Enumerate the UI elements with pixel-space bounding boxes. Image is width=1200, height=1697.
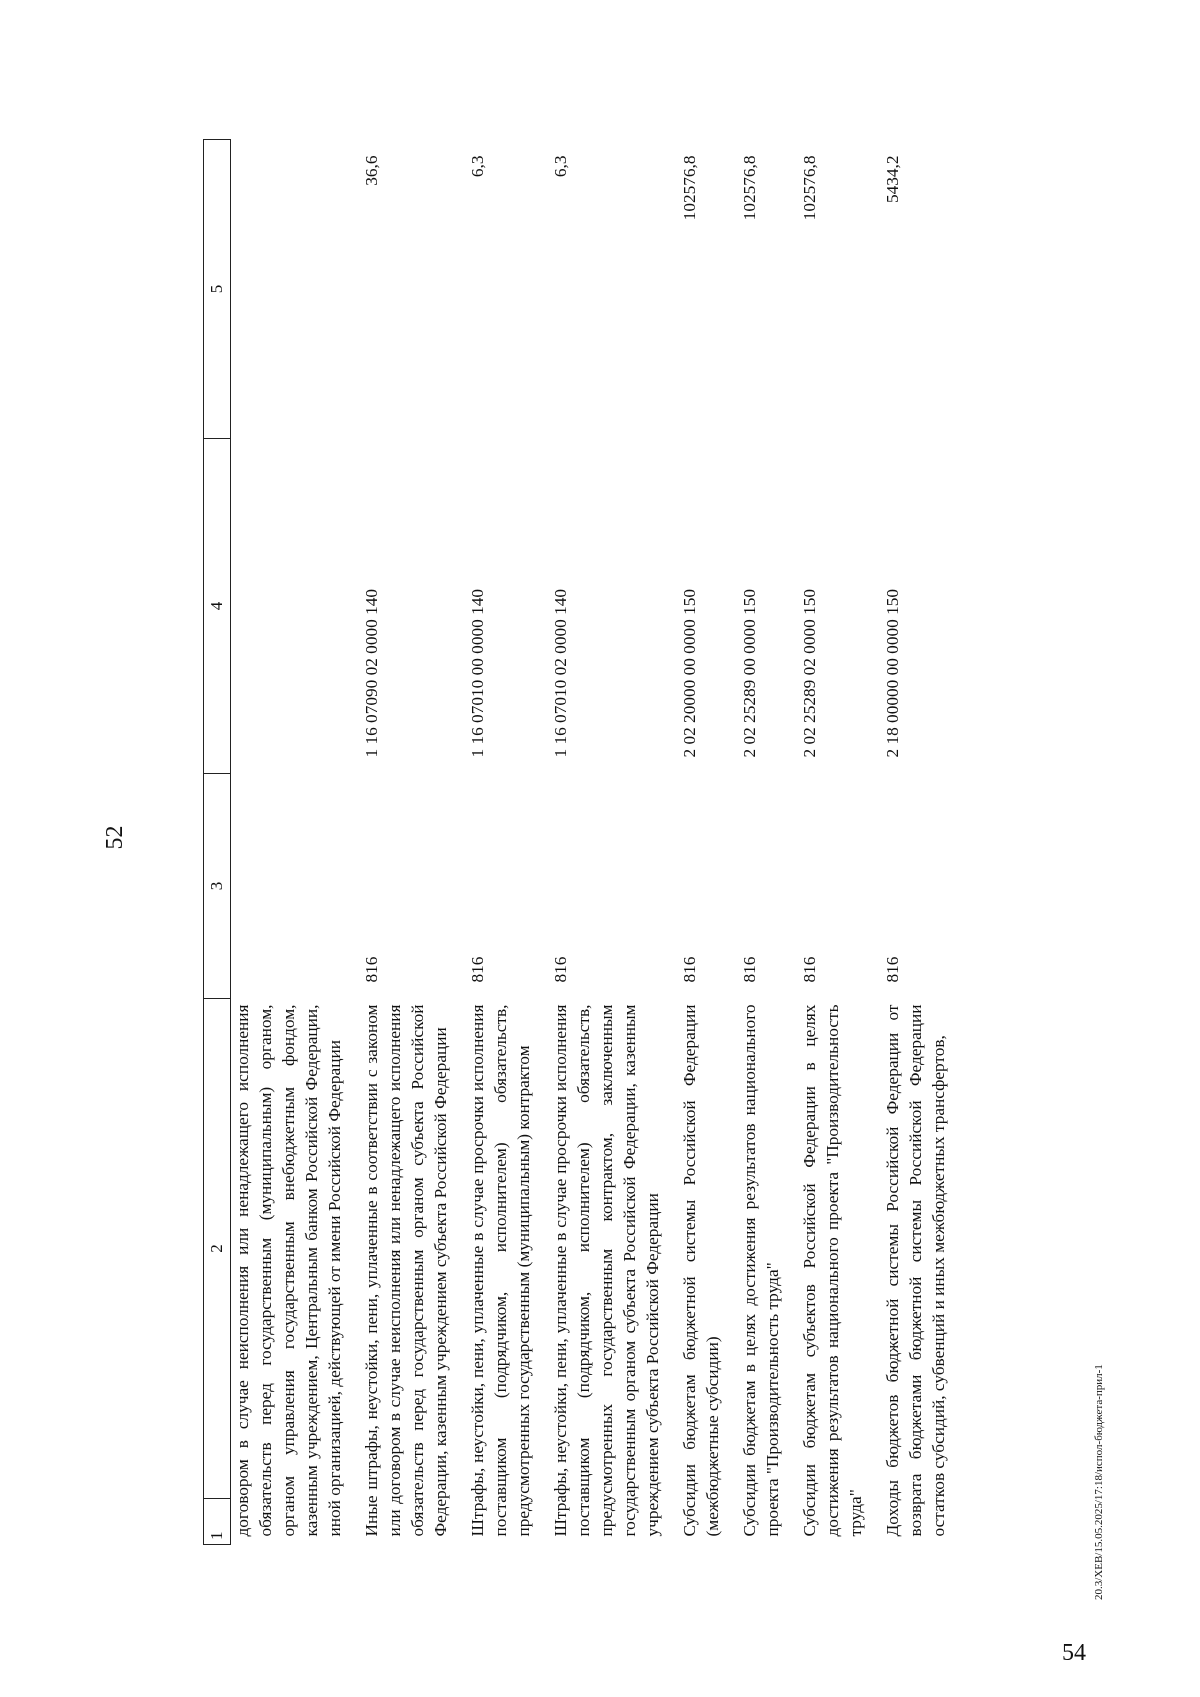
row-kbk: 2 18 00000 00 0000 150 [883,589,902,758]
row-kbk: 2 02 25289 02 0000 150 [800,589,819,758]
table-row [360,140,466,1545]
row-name: договором в случае неисполнения или ненадлежащего исполнения обязательств перед государственным (муниципальным) органом, органом управления государственным внебюджетным фондом, казенным учреждением, Центральным банком Российской Федерации, иной организацией, действующей от имени Российской Федерации [233,1004,344,1537]
column-header: 2 [204,999,231,1499]
table-row [231,140,361,1545]
table-row [798,140,881,1545]
row-kbk: 2 02 20000 00 0000 150 [680,589,699,758]
row-amount: 6,3 [468,155,487,178]
row-kbk: 1 16 07090 02 0000 140 [362,589,381,758]
row-amount: 36,6 [362,155,381,186]
table-row [466,140,549,1545]
side-page-number: 54 [1062,1640,1086,1666]
row-name: Доходы бюджетов бюджетной системы Российской Федерации от возврата бюджетами бюджетной системы Российской Федерации остатков субсидий, субвенций и иных межбюджетных трансфертов, [883,1004,948,1537]
table-row [678,140,738,1545]
table-row [881,140,964,1545]
row-amount: 5434,2 [883,155,902,204]
row-name: Штрафы, неустойки, пени, уплаченные в случае просрочки исполнения поставщиком (подрядчиком, исполнителем) обязательств, предусмотренных государственным контрактом, заключенным государственным органом субъекта Российской Федерации, казенным учреждением субъекта Российской Федерации [551,1004,662,1537]
row-amount: 6,3 [551,155,570,178]
row-admin-code [231,774,361,999]
row-name: Штрафы, неустойки, пени, уплаченные в случае просрочки исполнения поставщиком (подрядчиком, исполнителем) обязательств, предусмотренных государственным (муниципальным) контрактом [468,1004,533,1537]
table-row [549,140,678,1545]
row-amount [231,140,361,439]
table-row [738,140,798,1545]
row-admin-code: 816 [468,956,487,983]
row-admin-code: 816 [680,956,699,983]
row-name: Иные штрафы, неустойки, пени, уплаченные в соответствии с законом или договором в случае неисполнения или ненадлежащего исполнения обязательств перед государственным органом субъекта Российской Федерации, казенным учреждением субъекта Российской Федерации [362,1004,450,1537]
row-name: Субсидии бюджетам в целях достижения результатов национального проекта "Производительность труда" [740,1004,782,1537]
row-name: Субсидии бюджетам бюджетной системы Российской Федерации (межбюджетные субсидии) [680,1004,722,1537]
row-amount: 102576,8 [740,155,759,221]
row-kbk [231,439,361,774]
row-admin-code: 816 [362,956,381,983]
column-header: 3 [204,774,231,999]
row-amount: 102576,8 [680,155,699,221]
row-admin-code: 816 [740,956,759,983]
column-header: 5 [204,140,231,439]
page-number: 52 [102,825,128,850]
row-name: Субсидии бюджетам субъектов Российской Федерации в целях достижения результатов национального проекта "Производительность труда" [800,1004,865,1537]
column-header: 4 [204,439,231,774]
document-footer: 20.3/ХЕВ/15.05.2025/17:18/испол-бюджета-прил-1 [1093,1364,1105,1600]
header-row [204,140,231,1545]
row-kbk: 2 02 25289 00 0000 150 [740,589,759,758]
rotated-page [102,75,1148,1600]
row-kbk: 1 16 07010 00 0000 140 [468,589,487,758]
row-amount: 102576,8 [800,155,819,221]
revenue-table [203,139,964,1545]
row-admin-code: 816 [883,956,902,983]
row-admin-code: 816 [551,956,570,983]
row-admin-code: 816 [800,956,819,983]
row-kbk: 1 16 07010 02 0000 140 [551,589,570,758]
column-header: 1 [204,1499,231,1545]
